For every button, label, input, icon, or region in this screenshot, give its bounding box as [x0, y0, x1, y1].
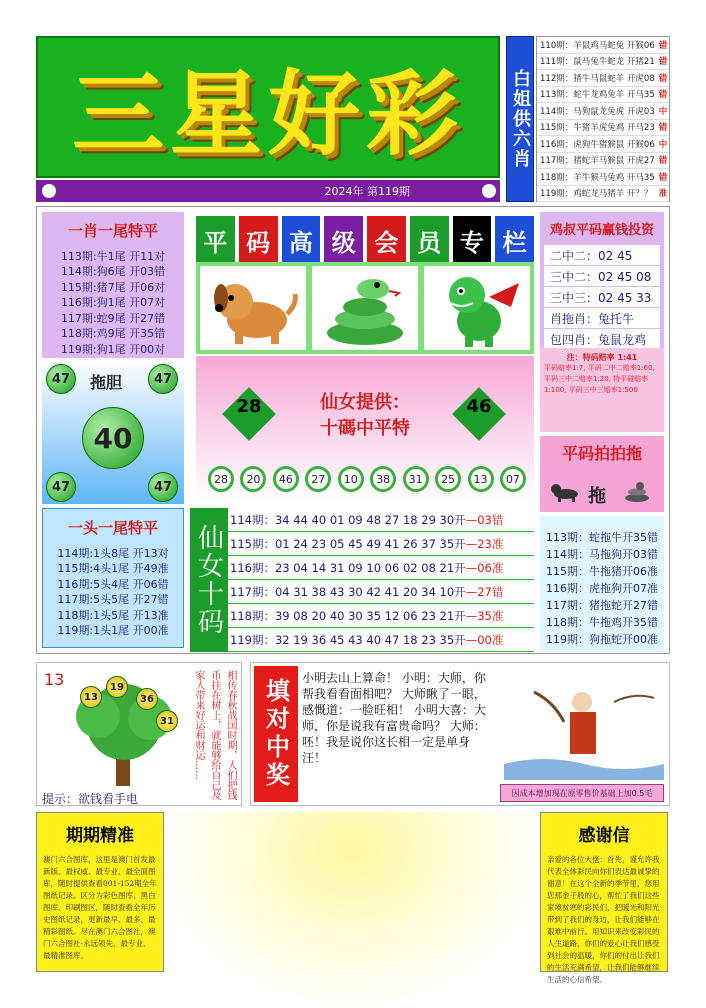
list-item-result: 中 — [658, 139, 668, 150]
box-title: 一肖一尾特平 — [67, 221, 158, 240]
list-item-result: 错 — [658, 40, 668, 51]
corner-ball: 47 — [46, 472, 76, 502]
header-char: 栏 — [495, 216, 534, 264]
list-item: 116期:5头4尾 开06错 — [57, 577, 169, 591]
table-row — [228, 604, 534, 628]
sage-painting — [504, 672, 664, 780]
joke-text: 小明去山上算命！ 小明：大师，你帮我看看面相吧？ 大师瞅了一眼，感慨道：一脸旺相！ 小明大喜：大师，你是说我有富贵命吗？ 大师：呸！我是说你这长相一定是单身汪！ — [302, 671, 486, 765]
number-ball: 07 — [500, 466, 526, 492]
number-ball: 28 — [208, 466, 234, 492]
tree-hint: 提示：欲钱看手电 — [42, 792, 139, 806]
vip-column-header — [196, 216, 534, 264]
list-item: 118期:鸡9尾 开35错 — [60, 327, 166, 341]
list-item-result: 错 — [658, 156, 668, 167]
one-head-one-tail-box — [42, 508, 184, 648]
list-item-text: 111期：鼠马兔牛蛇龙 开猪21 — [540, 57, 655, 68]
price-notice: 因成本增加现在原零售价基础上加0.5毛 — [500, 784, 664, 802]
row-result: —06准 — [465, 560, 504, 575]
investment-box — [540, 212, 664, 348]
list-item: 119期:狗1尾 开00对 — [60, 342, 166, 356]
row-result: —27错 — [465, 584, 504, 599]
row-result: —35准 — [465, 608, 504, 623]
header-char: 员 — [410, 216, 449, 264]
list-item: 三中二：02 45 08 — [544, 266, 660, 286]
list-item — [537, 136, 669, 153]
table-row — [228, 532, 534, 556]
list-item-result: 错 — [658, 57, 668, 68]
list-item: 包四肖：兔鼠龙鸡 — [544, 329, 660, 349]
list-item-text: 113期：蛇牛龙鸡兔羊 开马35 — [540, 90, 655, 101]
list-item: 118期：牛拖鸡开35错 — [546, 615, 658, 629]
provider-text — [270, 390, 460, 442]
list-item-text: 110期：羊鼠鸡马蛇兔 开猴06 — [540, 40, 655, 51]
list-item: 117期:5头5尾 开27错 — [57, 593, 169, 607]
ten-code-history-table — [228, 508, 534, 652]
list-item: 115期:4头1尾 开49准 — [57, 562, 169, 576]
coin: 36 — [136, 688, 158, 710]
number-ball: 46 — [273, 466, 299, 492]
list-item-text: 119期：鸡蛇龙马猪羊 开？？ — [540, 189, 653, 200]
table-row — [228, 556, 534, 580]
list-item-text: 112期：猪牛马鼠蛇羊 开虎08 — [540, 73, 655, 84]
pair-drag-history — [540, 516, 664, 652]
list-item-text: 118期：羊牛猴马兔鸡 开马35 — [540, 172, 655, 183]
box-title: 鸡叔平码赢钱投资 — [549, 222, 654, 238]
list-item — [537, 54, 669, 71]
number-ball: 10 — [338, 466, 364, 492]
list-item: 116期:狗1尾 开07对 — [60, 296, 166, 310]
list-item — [537, 70, 669, 87]
six-zodiac-list — [536, 36, 670, 202]
coin: 13 — [80, 686, 102, 708]
page-title: 三星好彩 — [71, 60, 464, 168]
row-numbers: 115期：01 24 23 05 45 49 41 26 37 35开 — [230, 536, 466, 551]
list-item: 113期：蛇拖牛开35错 — [546, 530, 658, 544]
number-ball: 31 — [403, 466, 429, 492]
diamond-number-left: 28 — [236, 396, 262, 417]
list-item: 113期:牛1尾 开11对 — [60, 249, 166, 263]
header-char: 专 — [453, 216, 492, 264]
list-item-result: 准 — [658, 189, 668, 200]
list-item-text: 116期：虎狗牛猪猴鼠 开猴06 — [540, 139, 655, 150]
list-item: 118期:1头5尾 开13准 — [57, 608, 169, 622]
list-item — [537, 120, 669, 137]
animal-strip — [196, 262, 534, 354]
dot-icon — [42, 184, 56, 198]
header-char: 高 — [282, 216, 321, 264]
corner-ball: 47 — [148, 472, 178, 502]
provider-label: 仙女提供： — [320, 392, 410, 413]
odds-text: 平码赔率1:7, 平码二中二赔率1:60, 平码三中二赔率1:20, 特平碰赔率1:100, 平码三中三赔率1:500 — [544, 364, 655, 394]
header-char: 会 — [367, 216, 406, 264]
corner-ball: 47 — [46, 364, 76, 394]
row-numbers: 119期：32 19 36 45 43 40 47 18 23 35开 — [230, 632, 466, 647]
tree-story: 相传春秋战国时期，人们把钱币挂在树上，就能够给自己及家人带来好运和财运…… — [193, 670, 236, 800]
row-numbers: 114期：34 44 40 01 09 48 27 18 29 30开 — [230, 512, 466, 527]
row-numbers: 118期：39 08 20 40 30 35 12 06 23 21开 — [230, 608, 466, 623]
list-item: 114期：马拖狗开03错 — [546, 547, 658, 561]
list-item: 119期：狗拖蛇开00准 — [546, 632, 658, 646]
dog-image — [200, 266, 306, 350]
number-ball: 13 — [468, 466, 494, 492]
list-item: 肖拖肖：兔托牛 — [544, 308, 660, 328]
list-item — [537, 87, 669, 104]
list-item-text: 117期：猪蛇羊马猴鼠 开虎27 — [540, 156, 655, 167]
box-title: 期期精准 — [66, 826, 134, 846]
number-ball: 20 — [240, 466, 266, 492]
header-char: 码 — [239, 216, 278, 264]
list-item — [537, 153, 669, 170]
list-item: 二中二：02 45 — [544, 245, 660, 265]
fill-win-label: 填对中奖 — [254, 666, 298, 802]
ten-code-balls — [208, 466, 526, 494]
number-ball: 27 — [305, 466, 331, 492]
row-numbers: 116期：23 04 14 31 09 10 06 02 08 21开 — [230, 560, 466, 575]
list-item-result: 错 — [658, 73, 668, 84]
list-item: 114期:狗6尾 开03错 — [60, 265, 166, 279]
snake-icon — [622, 480, 652, 508]
list-item: 117期：猪拖蛇开27错 — [546, 598, 658, 612]
list-item-text: 114期：马狗鼠龙兔虎 开虎03 — [540, 106, 655, 117]
six-zodiac-label: 白姐供六肖 — [506, 36, 534, 202]
list-item: 115期：牛拖猪开06准 — [546, 564, 658, 578]
dragon-image — [424, 266, 530, 350]
box-title: 感谢信 — [578, 826, 630, 846]
center-glow — [165, 812, 537, 1002]
list-item-result: 错 — [658, 123, 668, 134]
thank-you-box — [540, 812, 668, 984]
list-item — [537, 186, 669, 203]
table-row — [228, 580, 534, 604]
diamond-number-right: 46 — [466, 396, 492, 417]
coin: 19 — [106, 676, 128, 698]
row-result: —00准 — [465, 632, 504, 647]
list-item: 117期:蛇9尾 开27错 — [60, 311, 166, 325]
corner-ball: 47 — [148, 364, 178, 394]
ten-code-side-label: 仙女十码 — [190, 508, 228, 652]
odds-note — [540, 348, 664, 432]
list-item — [537, 37, 669, 54]
row-result: —03错 — [465, 512, 504, 527]
table-row — [228, 508, 534, 532]
coin: 31 — [156, 710, 178, 732]
issue-number: 2024年 第119期 — [324, 185, 410, 198]
one-zodiac-one-tail-box — [42, 212, 184, 358]
list-item — [537, 103, 669, 120]
box-title: 平码拍拍拖 — [561, 443, 642, 463]
issue-bar — [36, 180, 500, 202]
snake-image — [312, 266, 418, 350]
tuodan-label: 拖胆 — [90, 373, 123, 392]
number-ball: 38 — [370, 466, 396, 492]
box-title: 一头一尾特平 — [67, 518, 158, 537]
list-item — [537, 169, 669, 186]
list-item-result: 错 — [658, 172, 668, 183]
big-ball: 40 — [82, 407, 144, 469]
header-char: 级 — [324, 216, 363, 264]
ten-code-subtitle: 十碼中平特 — [320, 418, 410, 439]
box-text: 澳门六合图库，这里是澳门首发最新版、最权威、最专业、最全面图库，随时提供查看001-152期全年图纸记录。区分为彩色图库、黑白图库、印刷图区，随时查看全年历史图纸记录，更新最早、最多、最精彩图纸。尽在澳门六合图社，澳门六合图社-永远领先，最专业、最精准图库。 — [43, 855, 157, 960]
row-numbers: 117期：04 31 38 43 30 42 41 20 34 10开 — [230, 584, 466, 599]
drag-label: 拖 — [588, 486, 606, 507]
tree-number: 13 — [44, 670, 65, 689]
list-item: 114期:1头8尾 开13对 — [57, 546, 169, 560]
header-char: 平 — [196, 216, 235, 264]
number-ball: 25 — [435, 466, 461, 492]
list-item: 119期:1头1尾 开00准 — [57, 624, 169, 638]
accuracy-box — [36, 812, 164, 972]
dog-icon — [548, 480, 582, 506]
list-item-result: 中 — [658, 106, 668, 117]
dot-icon — [482, 184, 496, 198]
table-row — [228, 628, 534, 652]
list-item-text: 115期：牛猪羊虎兔鸡 开马23 — [540, 123, 655, 134]
list-item: 116期：虎拖狗开07准 — [546, 581, 658, 595]
row-result: —23准 — [465, 536, 504, 551]
box-text: 亲爱的各位大佬：首先，谨允许我代表全体彩民向你们表达最诚挚的谢意！在这个全新的季节里，您用您那金子般的心，帮忙了我们这些家境贫寒的彩民们，把暖光和阳光带到了我们的身边，让我们能够在艰难中前行。用知识来改变彩民的人生道路，你们的爱心让我们感受到社会的温暖，你们的付出让我们的生活充满希望，让我们能够继续生活的心信希望。 — [547, 855, 660, 984]
title-banner — [36, 36, 500, 178]
list-item: 三中三：02 45 33 — [544, 287, 660, 307]
list-item-result: 错 — [658, 90, 668, 101]
list-item: 115期:猪7尾 开06对 — [60, 280, 166, 294]
spacer — [540, 516, 664, 528]
odds-title: 注：特码赔率 1:41 — [566, 353, 638, 362]
